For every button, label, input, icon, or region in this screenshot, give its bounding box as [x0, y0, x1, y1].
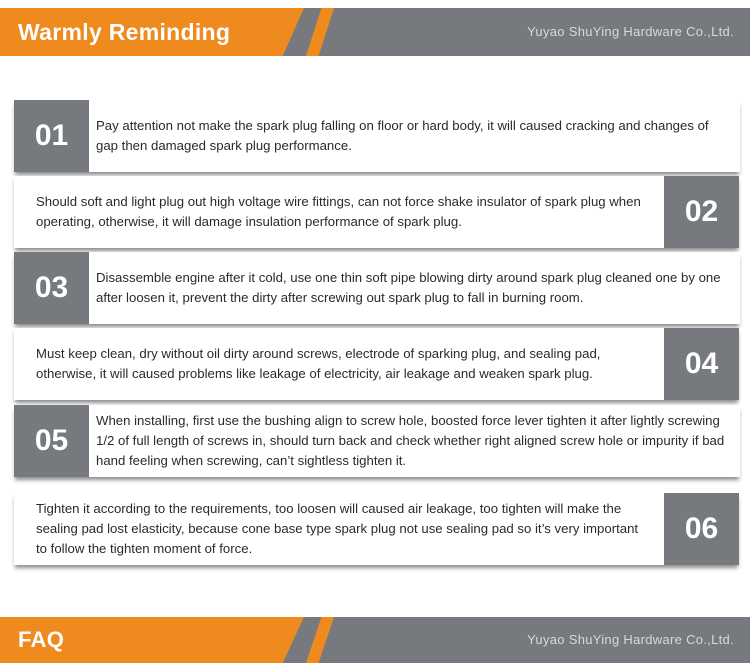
reminder-row-01 — [14, 100, 740, 172]
company-name: Yuyao ShuYing Hardware Co.,Ltd. — [527, 632, 734, 647]
reminder-row-04 — [14, 328, 739, 400]
reminder-text: Tighten it according to the requirements, too loosen will caused air leakage, too tighten will make the sealing pad lost elasticity, because cone base type spark plug not use sealing pad so it’s very important to follow the tighten moment of force. — [36, 501, 639, 556]
reminder-number: 04 — [664, 328, 739, 400]
reminder-text: Pay attention not make the spark plug falling on floor or hard body, it will caused cracking and changes of gap then damaged spark plug performance. — [96, 118, 709, 153]
reminder-text: Must keep clean, dry without oil dirty around screws, electrode of sparking plug, and sealing pad, otherwise, it will caused problems like leakage of electricity, air leakage and weaken spark plug. — [36, 346, 601, 381]
reminder-number: 03 — [14, 252, 89, 324]
header-banner — [0, 8, 750, 56]
reminder-number: 05 — [14, 405, 89, 477]
reminder-number: 02 — [664, 176, 739, 248]
reminder-number: 06 — [664, 493, 739, 565]
reminder-row-03 — [14, 252, 740, 324]
reminder-row-05 — [14, 405, 740, 477]
reminder-row-06 — [14, 493, 739, 565]
faq-title: FAQ — [18, 627, 65, 652]
reminder-text: Disassemble engine after it cold, use one thin soft pipe blowing dirty around spark plug cleaned one by one after loosen it, prevent the dirty after screwing out spark plug to fall in burning room. — [96, 270, 721, 305]
faq-banner — [0, 617, 750, 663]
reminder-text: When installing, first use the bushing align to screw hole, boosted force lever tighten it after lightly screwing 1/2 of full length of screws in, should turn back and check whether right aligned screw hole or impurity if bad hand feeling when screwing, can’t sightless tighten it. — [96, 413, 725, 468]
reminder-text: Should soft and light plug out high voltage wire fittings, can not force shake insulator of spark plug when operating, otherwise, it will damage insulation performance of spark plug. — [36, 194, 641, 229]
reminder-row-02 — [14, 176, 739, 248]
section-title: Warmly Reminding — [18, 19, 231, 45]
reminder-number: 01 — [14, 100, 89, 172]
company-name: Yuyao ShuYing Hardware Co.,Ltd. — [527, 24, 734, 39]
